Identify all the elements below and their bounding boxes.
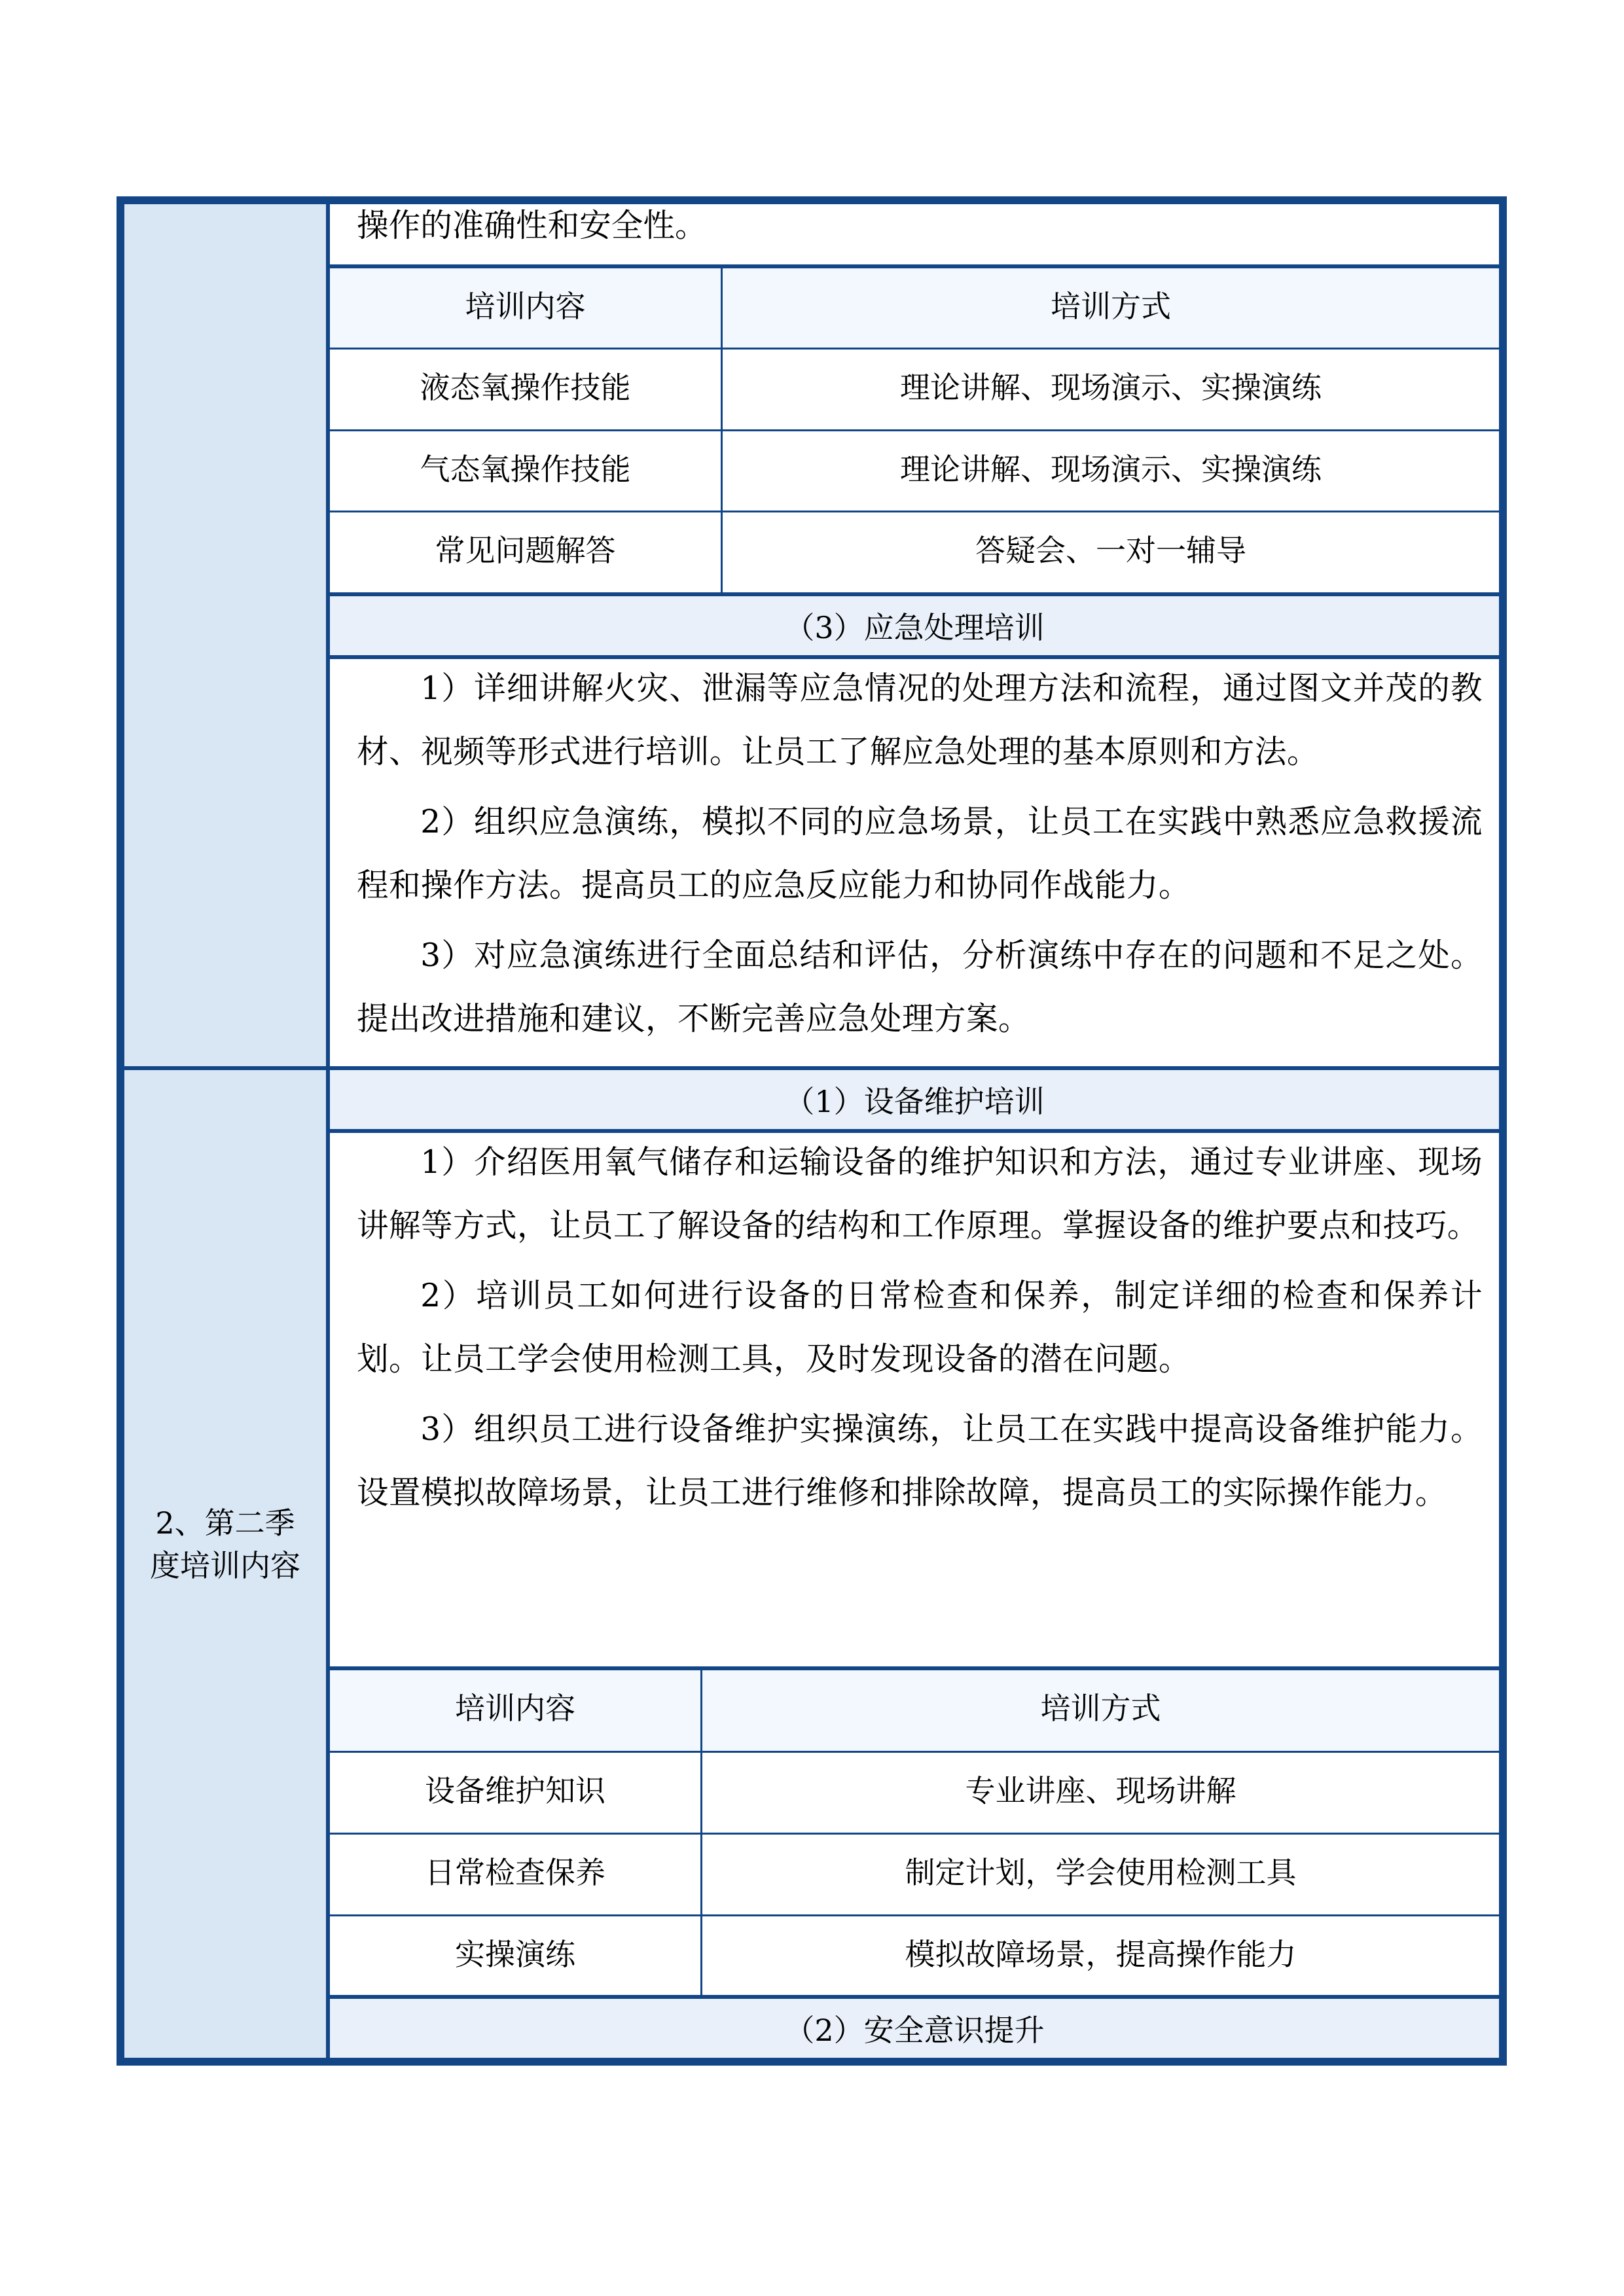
table1-row1-content: 液态氧操作技能 [420, 370, 631, 405]
table1-column-divider [721, 268, 723, 592]
paragraph: 3）组织员工进行设备维护实操演练，让员工在实践中提高设备维护能力。设置模拟故障场景，让员工进行维修和排除故障，提高员工的实际操作能力。 [357, 1411, 1483, 1511]
paragraph: 2）组织应急演练，模拟不同的应急场景，让员工在实践中熟悉应急救援流程和操作方法。提高员工的应急反应能力和协同作战能力。 [357, 804, 1483, 904]
table2-row2-method: 制定计划，学会使用检测工具 [905, 1855, 1297, 1890]
table1-row3-content: 常见问题解答 [435, 533, 616, 568]
subsection-title-safety: （2）安全意识提升 [784, 2013, 1045, 2048]
paragraph: 3）对应急演练进行全面总结和评估，分析演练中存在的问题和不足之处。提出改进措施和建议，不断完善应急处理方案。 [357, 937, 1483, 1037]
table1-header-method: 培训方式 [1051, 289, 1171, 324]
table1-row3-method: 答疑会、一对一辅导 [975, 533, 1246, 568]
table2-header-method: 培训方式 [1040, 1691, 1161, 1726]
section2-label: 2、第二季度培训内容 [150, 1505, 300, 1583]
table1-row2-method: 理论讲解、现场演示、实操演练 [900, 452, 1322, 487]
emergency-paragraphs [357, 657, 1483, 1058]
table2-row1-method: 专业讲座、现场讲解 [965, 1773, 1236, 1808]
continuation-text: 操作的准确性和安全性。 [357, 207, 707, 244]
section1-label-cell [124, 204, 326, 1066]
table1-row1-method: 理论讲解、现场演示、实操演练 [900, 370, 1322, 405]
paragraph: 1）介绍医用氧气储存和运输设备的维护知识和方法，通过专业讲座、现场讲解等方式，让员工了解设备的结构和工作原理。掌握设备的维护要点和技巧。 [357, 1144, 1483, 1244]
paragraph: 1）详细讲解火灾、泄漏等应急情况的处理方法和流程，通过图文并茂的教材、视频等形式进行培训。让员工了解应急处理的基本原则和方法。 [357, 670, 1483, 770]
table2-row2-content: 日常检查保养 [425, 1855, 605, 1890]
table2-row3-method: 模拟故障场景，提高操作能力 [905, 1937, 1297, 1972]
table1-row2-content: 气态氧操作技能 [420, 452, 631, 487]
table2-row3-content: 实操演练 [455, 1937, 575, 1972]
table2-row1-content: 设备维护知识 [425, 1773, 605, 1808]
maintenance-paragraphs [357, 1131, 1483, 1532]
subsection-title-maintenance: （1）设备维护培训 [784, 1084, 1045, 1119]
table1-header-content: 培训内容 [465, 289, 586, 324]
paragraph: 2）培训员工如何进行设备的日常检查和保养，制定详细的检查和保养计划。让员工学会使用检测工具，及时发现设备的潜在问题。 [357, 1278, 1483, 1378]
subsection-title-emergency: （3）应急处理培训 [784, 610, 1045, 645]
table2-header-content: 培训内容 [455, 1691, 575, 1726]
table2-column-divider [700, 1670, 702, 1995]
